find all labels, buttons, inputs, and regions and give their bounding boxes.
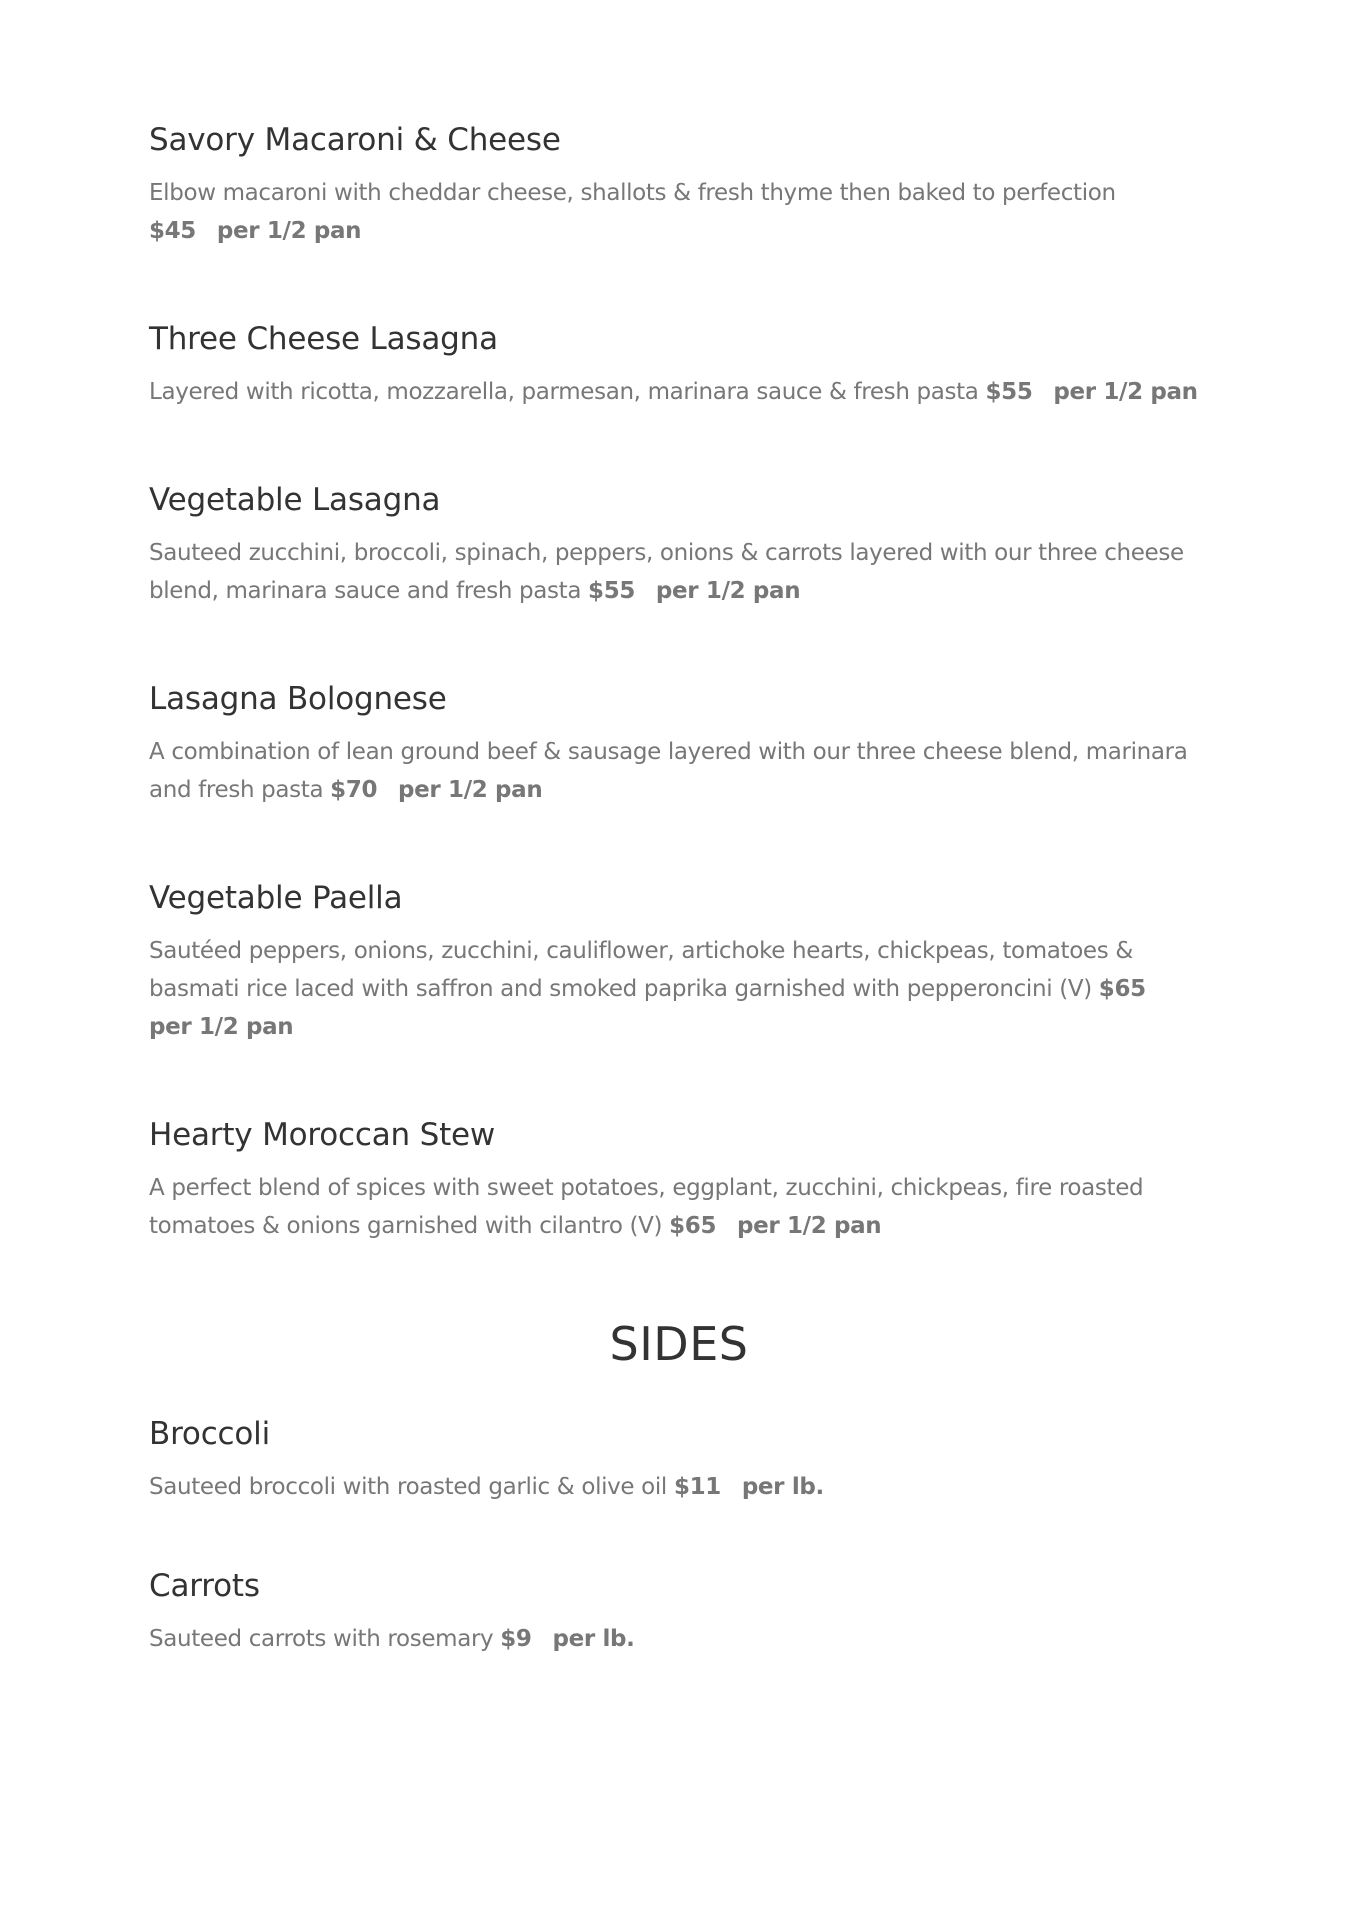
menu-item-name: Three Cheese Lasagna [149,321,498,357]
menu-item-name: Broccoli [149,1416,270,1452]
menu-item-price: $9 [500,1626,532,1652]
menu-item-description [149,733,1209,809]
description-text: Sauteed broccoli with roasted garlic & olive oil [149,1474,667,1500]
description-text: Layered with ricotta, mozzarella, parmesan, marinara sauce & fresh pasta [149,379,979,405]
menu-item [149,1115,1209,1245]
menu-item [149,878,1209,1046]
menu-item-description [149,174,1209,250]
menu-item-name: Hearty Moroccan Stew [149,1117,496,1153]
menu-item-price: $70 [330,777,378,803]
description-text: Sauteed zucchini, broccoli, spinach, peppers, onions & carrots layered with our three cheese blend, marinara sauce and fresh pasta [149,540,1184,604]
description-text: Sauteed carrots with rosemary [149,1626,494,1652]
menu-item [149,120,1209,250]
menu-item-unit: per lb. [552,1626,635,1652]
entrees-list [149,120,1209,1245]
description-text: Elbow macaroni with cheddar cheese, shallots & fresh thyme then baked to perfection [149,180,1116,206]
menu-item-description [149,373,1209,411]
menu-item-unit: per 1/2 pan [737,1213,882,1239]
menu-item-unit: per 1/2 pan [655,578,801,604]
menu-item-description [149,1169,1209,1245]
menu-item-name: Vegetable Paella [149,880,403,916]
menu-item-unit: per 1/2 pan [1053,379,1198,405]
menu-item-unit: per 1/2 pan [398,777,543,803]
menu-item-description [149,1620,1209,1658]
menu-item [149,1566,1209,1658]
menu-item [149,679,1209,809]
section-title-sides: SIDES [609,1317,749,1371]
menu-item-unit: per lb. [741,1474,824,1500]
menu-item-price: $55 [985,379,1033,405]
menu-item-unit: per 1/2 pan [216,218,362,244]
menu-item-price: $45 [149,218,196,244]
menu-item [149,319,1209,411]
menu-item-name: Lasagna Bolognese [149,681,447,717]
menu-item-description [149,1468,1209,1506]
menu-item-name: Savory Macaroni & Cheese [149,122,561,158]
menu-item-unit: per 1/2 pan [149,1014,294,1040]
menu-item-name: Carrots [149,1568,260,1604]
menu-item-price: $11 [673,1474,721,1500]
menu-item-name: Vegetable Lasagna [149,482,441,518]
menu-item [149,480,1209,610]
description-text: A perfect blend of spices with sweet potatoes, eggplant, zucchini, chickpeas, fire roasted tomatoes & onions garnished with cilantro (V) [149,1175,1144,1239]
menu-item-price: $65 [669,1213,717,1239]
description-text: A combination of lean ground beef & sausage layered with our three cheese blend, marinara and fresh pasta [149,739,1188,803]
description-text: Sautéed peppers, onions, zucchini, cauliflower, artichoke hearts, chickpeas, tomatoes & basmati rice laced with saffron and smoked paprika garnished with pepperoncini (V) [149,938,1133,1002]
menu-item [149,1414,1209,1506]
menu-page [149,120,1209,1718]
sides-list [149,1414,1209,1658]
menu-item-description [149,534,1209,610]
menu-item-description [149,932,1209,1046]
menu-item-price: $55 [588,578,636,604]
menu-item-price: $65 [1098,976,1146,1002]
